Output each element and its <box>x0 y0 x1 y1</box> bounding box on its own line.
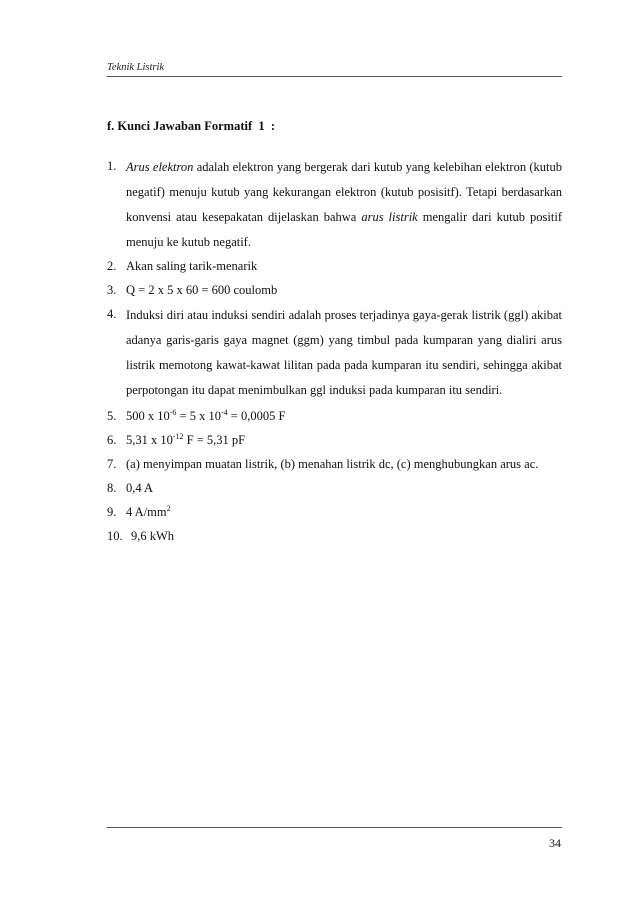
page-number: 34 <box>549 836 561 850</box>
italic-term: Arus elektron <box>126 160 194 174</box>
answer-item <box>107 155 562 255</box>
answer-text <box>126 453 562 475</box>
superscript: -12 <box>172 431 184 441</box>
answer-item <box>107 525 562 547</box>
answer-text <box>126 477 562 499</box>
answer-item <box>107 279 562 301</box>
answer-text <box>131 525 562 547</box>
text-run: Induksi diri atau induksi sendiri adalah proses terjadinya gaya-gerak listrik (ggl) akibat adanya garis-garis gaya magnet (ggm) yang timbul pada kumparan yang dialiri arus listrik memotong kawat-kawat lilitan pada pada kumparan itu sendiri, sehingga akibat perpotongan itu dapat menimbulkan ggl induksi pada kumparan itu sendiri. <box>126 308 562 397</box>
header-divider <box>107 76 562 77</box>
text-run: = 0,0005 F <box>227 409 286 423</box>
answer-number: 8. <box>107 481 117 495</box>
answer-number: 7. <box>107 457 117 471</box>
answer-number: 3. <box>107 283 117 297</box>
answer-text <box>126 255 562 277</box>
answer-number: 5. <box>107 409 117 423</box>
answer-number: 9. <box>107 505 117 519</box>
text-run: 500 x 10 <box>126 409 170 423</box>
running-header: Teknik Listrik <box>107 62 165 73</box>
answer-item <box>107 477 562 499</box>
answer-text <box>126 429 562 451</box>
footer-divider <box>107 827 562 828</box>
superscript: -6 <box>169 407 177 417</box>
text-run: Akan saling tarik-menarik <box>126 259 258 273</box>
text-run: mengalir dari kutub positif menuju ke kutub negatif. <box>126 210 563 249</box>
answer-item <box>107 405 562 427</box>
answer-item <box>107 453 562 475</box>
answer-text <box>126 303 562 403</box>
italic-term: arus listrik <box>361 210 418 224</box>
superscript: -4 <box>220 407 228 417</box>
superscript: 2 <box>166 503 171 513</box>
text-run: 9,6 kWh <box>131 529 175 543</box>
text-run: (a) menyimpan muatan listrik, (b) menahan listrik dc, (c) menghubungkan arus ac. <box>126 457 539 471</box>
answer-text <box>126 155 562 255</box>
answer-number: 6. <box>107 433 117 447</box>
section-title: f. Kunci Jawaban Formatif 1 : <box>107 119 276 133</box>
text-run: adalah elektron yang bergerak dari kutub yang kelebihan elektron (kutub negatif) menuju kutub yang kekurangan elektron (kutub posisitf). Tetapi berdasarkan konvensi atau kesepakatan dijelaskan bahwa <box>126 160 563 224</box>
answer-item <box>107 303 562 403</box>
answer-text <box>126 279 562 301</box>
answer-number: 1. <box>107 159 117 173</box>
answer-text <box>126 405 562 427</box>
text-run: = 5 x 10 <box>176 409 221 423</box>
answer-item <box>107 429 562 451</box>
text-run: F = 5,31 pF <box>183 433 246 447</box>
answer-number: 10. <box>107 529 123 543</box>
text-run: 4 A/mm <box>126 505 167 519</box>
answer-number: 4. <box>107 307 117 321</box>
text-run: 0,4 A <box>126 481 154 495</box>
text-run: Q = 2 x 5 x 60 = 600 coulomb <box>126 283 278 297</box>
answer-item <box>107 501 562 523</box>
answer-item <box>107 255 562 277</box>
answer-key-list <box>107 155 562 549</box>
text-run: 5,31 x 10 <box>126 433 173 447</box>
answer-number: 2. <box>107 259 117 273</box>
answer-text <box>126 501 562 523</box>
